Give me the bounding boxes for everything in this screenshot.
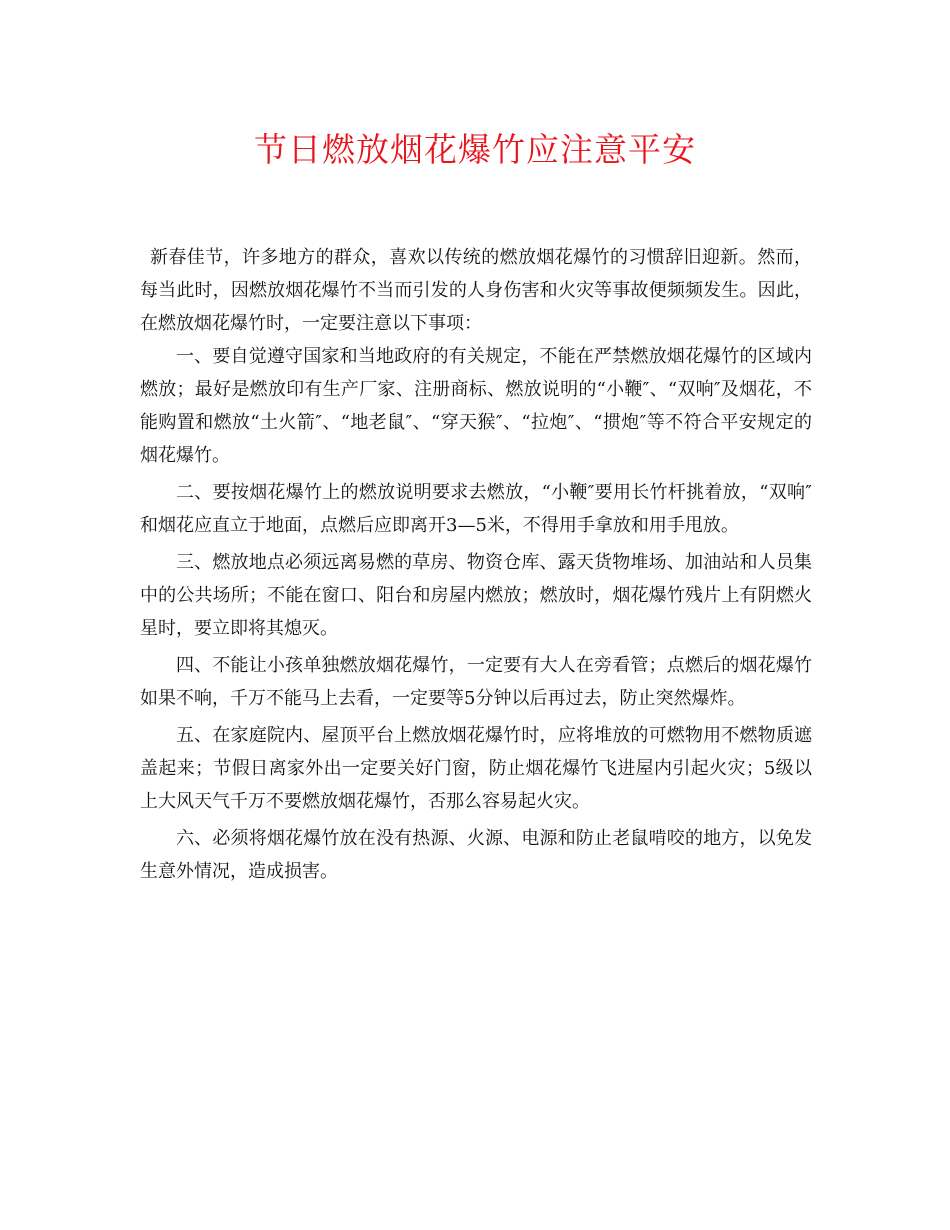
paragraph-item-2: 二、要按烟花爆竹上的燃放说明要求去燃放，“小鞭″要用长竹杆挑着放，“双响″和烟花应直立于地面，点燃后应即离开3—5米，不得用手拿放和用手甩放。 <box>140 482 812 536</box>
document-title: 节日燃放烟花爆竹应注意平安 <box>254 130 696 169</box>
intro-paragraph: 新春佳节，许多地方的群众，喜欢以传统的燃放烟花爆竹的习惯辞旧迎新。然而，每当此时，因燃放烟花爆竹不当而引发的人身伤害和火灾等事故便频频发生。因此，在燃放烟花爆竹时，一定要注意以下事项： <box>140 247 812 334</box>
paragraph-item-5: 五、在家庭院内、屋顶平台上燃放烟花爆竹时，应将堆放的可燃物用不燃物质遮盖起来；节假日离家外出一定要关好门窗，防止烟花爆竹飞进屋内引起火灾；5级以上大风天气千万不要燃放烟花爆竹，否那么容易起火灾。 <box>140 725 812 812</box>
paragraph-item-6: 六、必须将烟花爆竹放在没有热源、火源、电源和防止老鼠啃咬的地方，以免发生意外情况，造成损害。 <box>140 828 812 882</box>
paragraph-item-3: 三、燃放地点必须远离易燃的草房、物资仓库、露天货物堆场、加油站和人员集中的公共场所；不能在窗口、阳台和房屋内燃放；燃放时，烟花爆竹残片上有阴燃火星时，要立即将其熄灭。 <box>140 552 812 639</box>
document-body <box>140 241 812 892</box>
paragraph-item-4: 四、不能让小孩单独燃放烟花爆竹，一定要有大人在旁看管；点燃后的烟花爆竹如果不响，千万不能马上去看，一定要等5分钟以后再过去，防止突然爆炸。 <box>140 655 812 709</box>
paragraph-item-1: 一、要自觉遵守国家和当地政府的有关规定，不能在严禁燃放烟花爆竹的区域内燃放；最好是燃放印有生产厂家、注册商标、燃放说明的“小鞭″、“双响″及烟花，不能购置和燃放“土火箭″、“地老鼠″、“穿天猴″、“拉炮″、“掼炮″等不符合平安规定的烟花爆竹。 <box>140 346 812 466</box>
